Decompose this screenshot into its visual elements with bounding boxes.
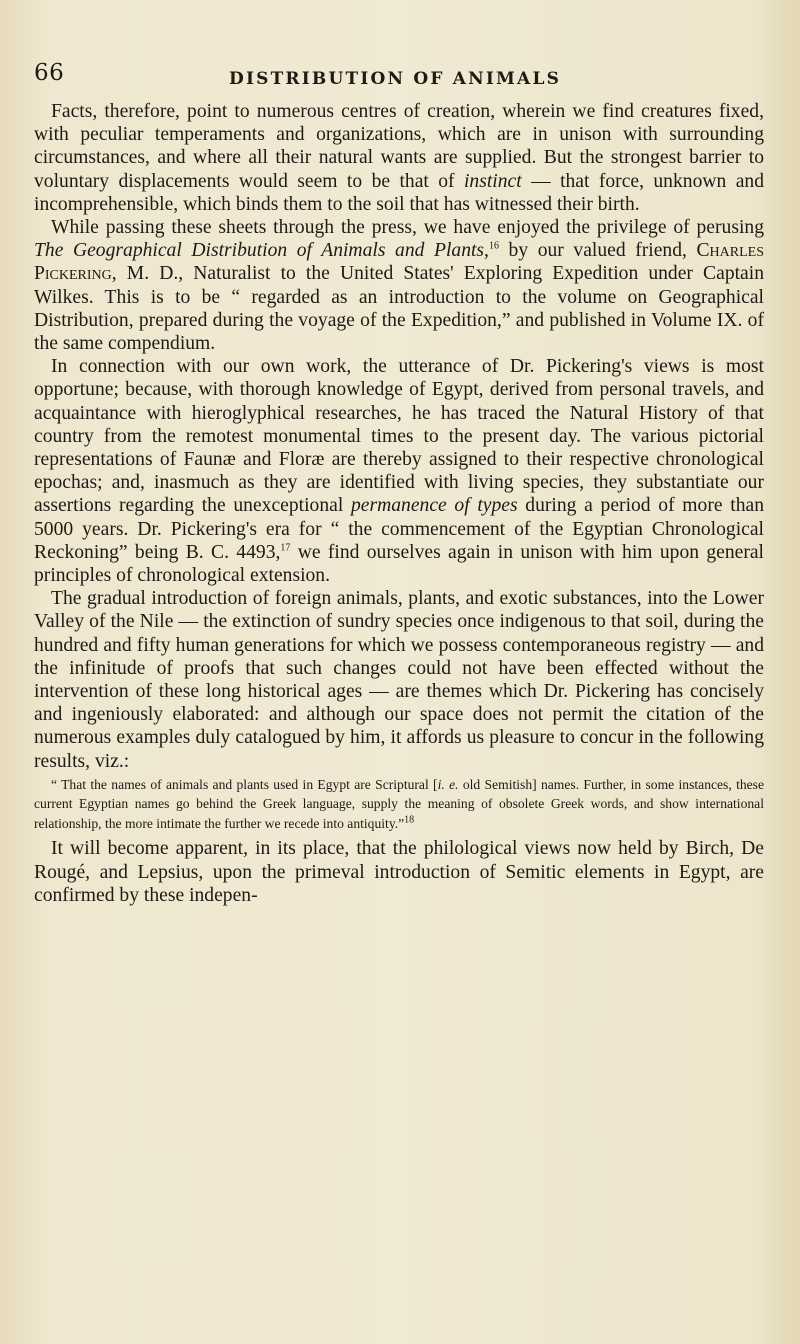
emphasis-ie: i. e. <box>437 776 459 792</box>
page-header <box>34 60 734 100</box>
paragraph-egypt-history: In connection with our own work, the utterance of Dr. Pickering's views is most opportune; because, with thorough knowledge of Egypt, derived from personal travels, and acquaintance with hieroglyphical researches, he has traced the Natural History of that country from the remotest monumental times to the present day. The various pictorial representations of Faunæ and Floræ are thereby assigned to their respective chronological epochas; and, inasmuch as they are identified with living species, they substantiate our assertions regarding the unexceptional permanence of types during a period of more than 5000 years. Dr. Pickering's era for “ the commencement of the Egyptian Chronological Reckoning” being B. C. 4493,17 we find ourselves again in unison with him upon general principles of chronological extension. <box>34 356 764 587</box>
book-title: The Geographical Distribution of Animals and Plants, <box>34 240 489 262</box>
page-number: 66 <box>34 60 65 86</box>
footnote-ref-18: 18 <box>404 814 415 826</box>
paragraph-pickering-book: While passing these sheets through the press, we have enjoyed the privilege of perusing The Geographical Distribution of Animals and Plants,$^{16}$ by our valued friend, Charles Pickering, M. D., Naturalist to the United States' Exploring Expedition under Captain Wilkes. This is to be “ regarded as an introduction to the volume on Geographical Distribution, prepared during the voyage of the Expedition,” and published in Volume IX. of the same compendium. <box>34 217 764 355</box>
emphasis-permanence: permanence of types <box>350 495 518 517</box>
body-text <box>34 100 764 907</box>
block-quote: “ That the names of animals and plants used in Egypt are Scriptural [i. e. old Semitish] names. Further, in some instances, these current Egyptian names go behind the Greek language, supply the meaning of obsolete Greek words, and show international relationship, the more intimate the further we recede into antiquity.”$^{18}$ <box>34 776 764 831</box>
footnote-ref-17: 17 <box>280 542 291 554</box>
paragraph-instinct: Facts, therefore, point to numerous centres of creation, wherein we find creatures fixed, with peculiar temperaments and organizations, which are in unison with surrounding circumstances, and where all their natural wants are supplied. But the strongest barrier to voluntary displacements would seem to be that of instinct — that force, unknown and incomprehensible, which binds them to the soil that has witnessed their birth. <box>34 101 764 215</box>
emphasis-instinct: instinct <box>463 170 522 192</box>
running-title: DISTRIBUTION OF ANIMALS <box>229 69 562 89</box>
footnote-ref-16: 16 <box>488 240 499 252</box>
paragraph-introduction-foreign: The gradual introduction of foreign animals, plants, and exotic substances, into the Lower Valley of the Nile — the extinction of sundry species once indigenous to that soil, during the hundred and fifty human generations for which we possess contemporaneous registry — and the infinitude of proofs that such changes could not have been effected without the intervention of these long historical ages — are themes which Dr. Pickering has concisely and ingeniously elaborated: and although our space does not permit the citation of the numerous examples duly catalogued by him, it affords us pleasure to concur in the following results, viz.: <box>34 588 764 772</box>
paragraph-philological: It will become apparent, in its place, that the philological views now held by Birch, De Rougé, and Lepsius, upon the primeval introduction of Semitic elements in Egypt, are confirmed by these indepen- <box>34 838 764 906</box>
author-name: Charles Pickering <box>34 240 764 285</box>
